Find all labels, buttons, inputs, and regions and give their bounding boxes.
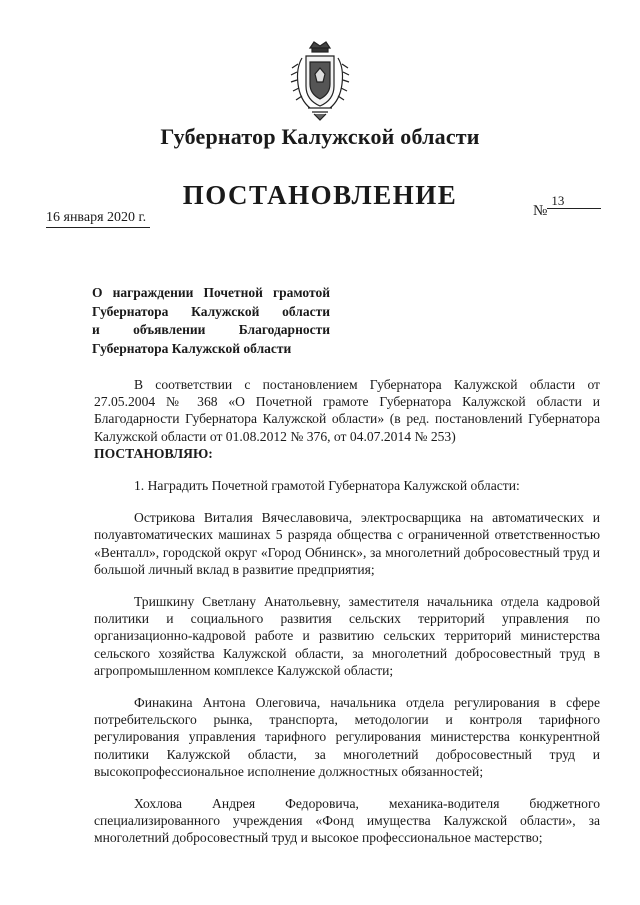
coat-of-arms-icon bbox=[288, 38, 352, 122]
document-body bbox=[94, 376, 600, 847]
number-label: № bbox=[533, 203, 548, 219]
awardee-paragraph: Хохлова Андрея Федоровича, механика-водителя бюджетного специализированного учреждения «Фонд имущества Калужской области», за многолетний добросовестный труд и высокое профессиональное мастерство; bbox=[94, 796, 600, 846]
subject-line: Губернатора Калужской области bbox=[92, 340, 292, 356]
document-number-field bbox=[533, 193, 601, 220]
subject-line: Губернатора Калужской области bbox=[92, 303, 330, 319]
document-date: 16 января 2020 г. bbox=[46, 210, 150, 228]
awardee-paragraph: Финакина Антона Олеговича, начальника отдела регулирования в сфере потребительского рынка, транспорта, методологии и контроля тарифного регулирования управления тарифного регулирования министерства конкурентной политики Калужской области, за многолетний добросовестный труд и высокопрофессиональное исполнение должностных обязанностей; bbox=[94, 695, 600, 779]
decree-heading: ПОСТАНОВЛЯЮ: bbox=[94, 445, 213, 461]
subject-line: О награждении Почетной грамотой bbox=[92, 285, 330, 300]
issuing-authority: Губернатор Калужской области bbox=[160, 124, 480, 149]
preamble-paragraph: В соответствии с постановлением Губернатора Калужской области от 27.05.2004 № 368 «О Почетной грамоте Губернатора Калужской области и Благодарности Губернатора Калужской области» (в ред. постановлений Губернатора Калужской области от 01.08.2012 № 376, от 04.07.2014 № 253) bbox=[94, 377, 600, 444]
document-type-title: ПОСТАНОВЛЕНИЕ bbox=[182, 180, 458, 210]
awardee-paragraph: Острикова Виталия Вячеславовича, электросварщика на автоматических и полуавтоматических машинах 5 разряда общества с ограниченной ответственностью «Венталл», городской округ «Город Обнинск», за многолетний добросовестный труд и большой личный вклад в развитие предприятия; bbox=[94, 510, 600, 577]
awardee-paragraph: Тришкину Светлану Анатольевну, заместителя начальника отдела кадровой политики и социального развития сельских территорий управления по организационно-кадровой работе и развитию сельских территорий министерства сельского хозяйства Калужской области, за многолетний добросовестный труд в агропромышленном комплексе Калужской области; bbox=[94, 594, 600, 678]
item-paragraph: 1. Наградить Почетной грамотой Губернатора Калужской области: bbox=[134, 478, 520, 494]
document-number: 13 bbox=[547, 194, 601, 209]
document-subject bbox=[92, 284, 330, 358]
subject-line: и объявлении Благодарности bbox=[92, 322, 330, 337]
